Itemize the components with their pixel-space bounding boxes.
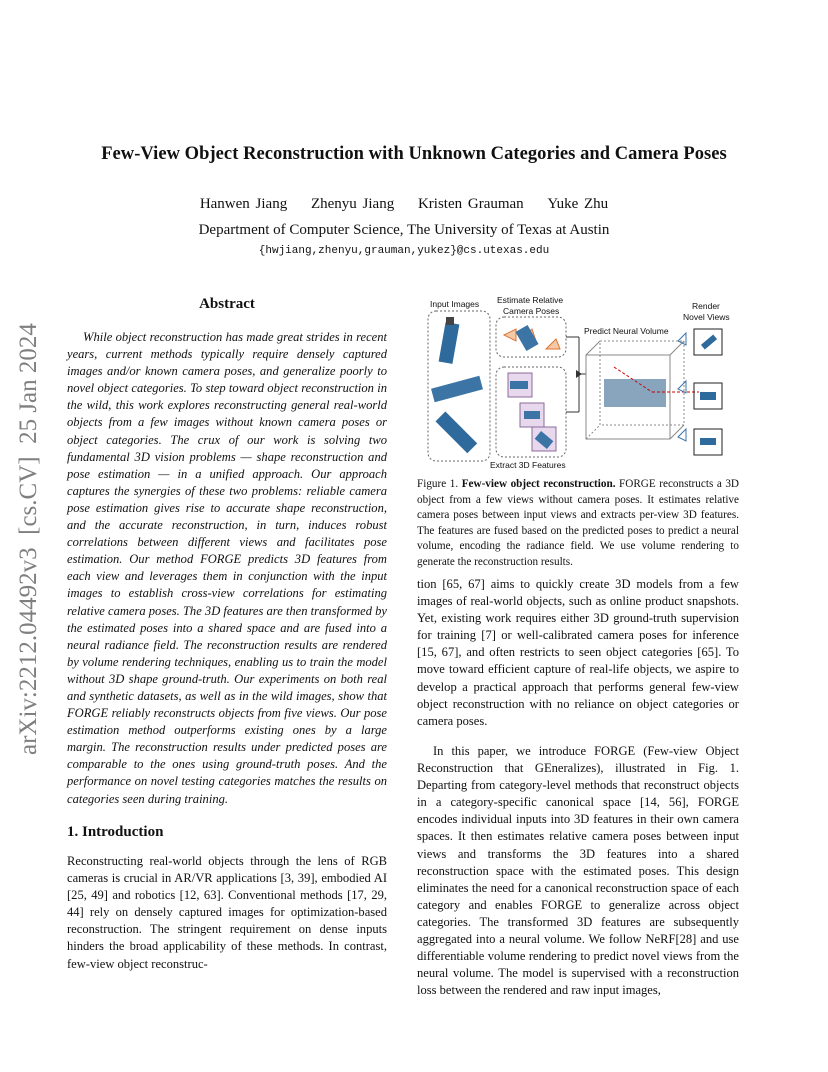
author-name: Zhenyu Jiang bbox=[310, 196, 395, 212]
label-estimate-poses: Camera Poses bbox=[503, 306, 560, 316]
author-email: {hwjiang,zhenyu,grauman,yukez}@cs.utexas.edu bbox=[258, 245, 550, 257]
author-list bbox=[0, 196, 808, 213]
label-estimate-poses: Estimate Relative bbox=[497, 297, 564, 305]
section-heading-introduction: 1. Introduction bbox=[67, 824, 164, 840]
train-image-3 bbox=[435, 411, 477, 453]
label-predict-volume: Predict Neural Volume bbox=[584, 326, 669, 336]
label-novel-views: Novel Views bbox=[683, 312, 730, 322]
arxiv-id: arXiv:2212.04492v3 [cs.CV] 25 Jan 2024 bbox=[15, 323, 42, 755]
reconstructed-object bbox=[604, 379, 666, 407]
abstract-heading: Abstract bbox=[199, 296, 255, 312]
caption-title: Few-view object reconstruction. bbox=[461, 478, 616, 490]
train-image-1 bbox=[439, 317, 460, 364]
intro-paragraph: tion [65, 67] aims to quickly create 3D models from a few images of real-world objects, such as online product snapshots. Yet, existing work requires either 3D ground-truth supervision for training [7] or well-calibrated camera poses for inference [15, 67], and often restricts to seen object categories [65]. To move toward efficient capture of real-life objects, we aspire to develop a practical approach that performs general few-view object reconstruction with no reliance on object categories or camera poses. bbox=[417, 577, 739, 728]
intro-paragraph: Reconstructing real-world objects through the lens of RGB cameras is crucial in AR/VR applications [3, 39], embodied AI [25, 49] and robotics [12, 63]. Conventional methods [17, 29, 44] rely on densely captured images for optimization-based reconstruction. The stringent requirement on dense inputs hinders the broad applicability of these methods. In contrast, few-view object reconstruc- bbox=[67, 854, 387, 971]
label-input-images: Input Images bbox=[430, 299, 480, 309]
arxiv-stamp bbox=[6, 297, 46, 757]
caption-text: FORGE reconstructs a 3D object from a few views without camera poses. It estimates relative camera poses between input views and extracts per-view 3D features. The features are fused based on the predicted poses to predict a neural volume, encoding the radiance field. We use volume rendering to generate the reconstruction results. bbox=[417, 478, 740, 568]
abstract-body: While object reconstruction has made great strides in recent years, current methods typically require densely captured images and/or known camera poses, and generalize poorly to novel object categories. To step toward object reconstruction in the wild, this work explores reconstructing general real-world objects from a few images without known camera poses or object categories. The crux of our work is solving two fundamental 3D vision problems — shape reconstruction and pose estimation — in a unified approach. Our approach captures the synergies of these two problems: reliable camera pose estimation gives rise to accurate shape reconstruction, and the accurate reconstruction, in turn, induces robust correlations between different views and facilitates pose estimation. Our method FORGE predicts 3D features from each view and leverages them in conjunction with the input images to establish cross-view correlations for estimating relative camera poses. The 3D features are then transformed by the estimated poses into a shared space and are fused into a neural radiance field. The reconstruction results are rendered by volume rendering techniques, enabling us to train the model without 3D shape ground-truth. Our experiments on both real and synthetic datasets, as well as in the wild images, show that FORGE reliably reconstructs objects from five views. Our pose estimation method outperforms existing ones by a large margin. The reconstruction results under predicted poses are comparable to the ones using ground-truth poses. And the performance on novel testing categories matches the results on categories seen during training. bbox=[67, 330, 387, 806]
figure-1-diagram bbox=[424, 297, 736, 473]
affiliation: Department of Computer Science, The University of Texas at Austin bbox=[198, 222, 610, 238]
author-name: Hanwen Jiang bbox=[199, 196, 288, 212]
caption-label: Figure 1. bbox=[417, 478, 459, 490]
author-name: Kristen Grauman bbox=[417, 196, 524, 212]
train-image-2 bbox=[431, 376, 483, 402]
intro-paragraph: In this paper, we introduce FORGE (Few-view Object Reconstruction that GEneralizes), illustrated in Fig. 1. Departing from category-level methods that reconstruct objects in a category-specific canonical space [14, 56], FORGE encodes individual inputs into 3D features in their own camera spaces. It then estimates relative camera poses between input views and transforms the 3D features into a shared reconstruction space with the estimated poses. This design eliminates the need for a canonical reconstruction space of each category and enables FORGE to generalize across object categories. The transformed 3D features are subsequently aggregated into a neural volume. We follow NeRF[28] and use differentiable volume rendering to predict novel views from the neural volume. The model is supervised with a reconstruction loss between the rendered and raw input images, bbox=[417, 744, 739, 998]
label-render: Render bbox=[692, 301, 720, 311]
author-name: Yuke Zhu bbox=[547, 196, 609, 212]
paper-title: Few-View Object Reconstruction with Unknown Categories and Camera Poses bbox=[101, 144, 727, 164]
figure-caption bbox=[417, 477, 739, 571]
label-extract-features: Extract 3D Features bbox=[490, 460, 566, 470]
